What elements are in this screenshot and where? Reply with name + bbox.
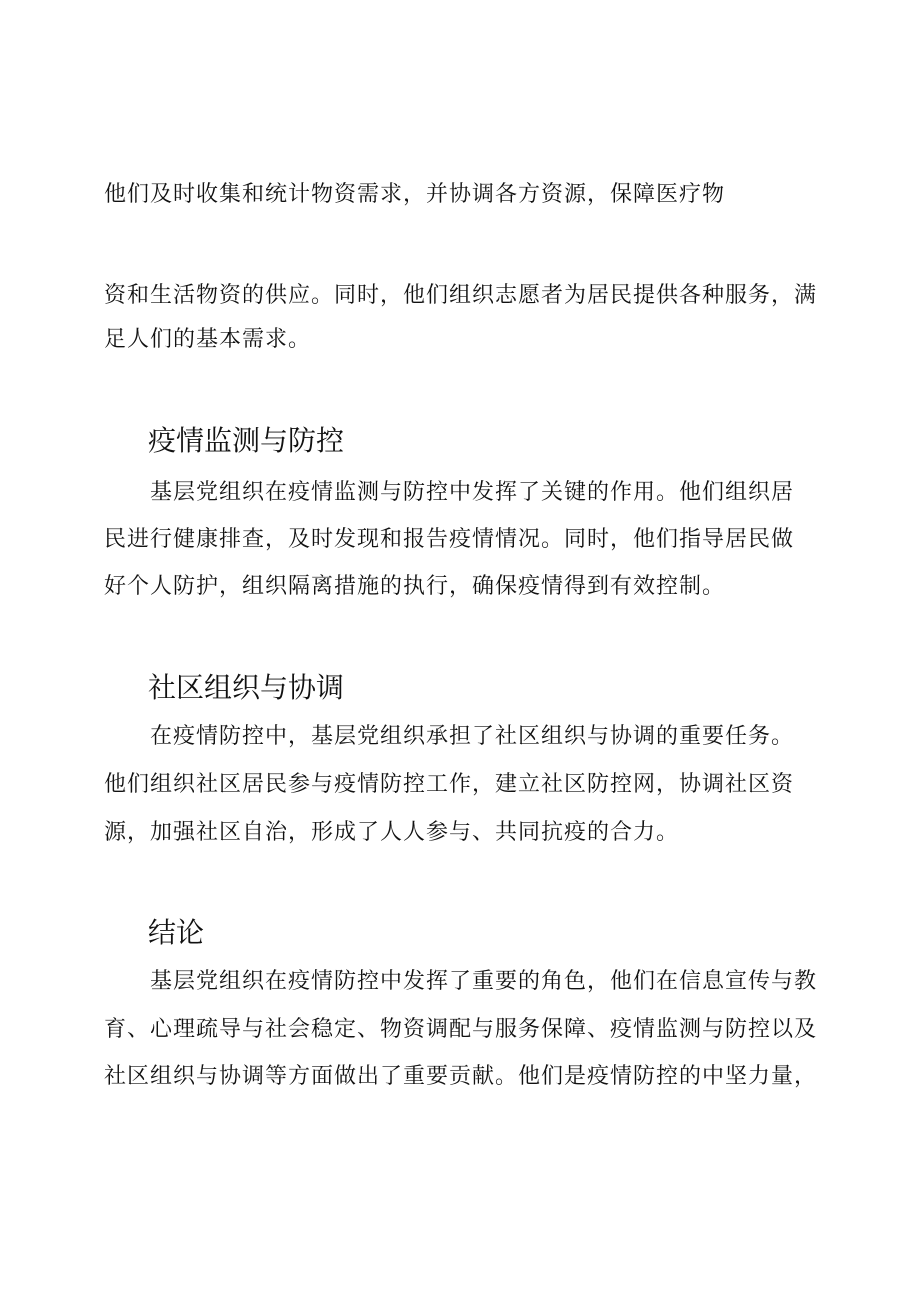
paragraph-line: 他们及时收集和统计物资需求，并协调各方资源，保障医疗物 xyxy=(104,182,726,207)
section-heading: 社区组织与协调 xyxy=(148,671,345,704)
paragraph-line: 资和生活物资的供应。同时，他们组织志愿者为居民提供各种服务，满 xyxy=(104,283,818,308)
paragraph-line: 基层党组织在疫情防控中发挥了重要的角色，他们在信息宣传与教 xyxy=(150,969,818,994)
paragraph-line: 足人们的基本需求。 xyxy=(104,327,312,352)
paragraph-line: 在疫情防控中，基层党组织承担了社区组织与协调的重要任务。 xyxy=(150,724,795,749)
paragraph-line: 源，加强社区自治，形成了人人参与、共同抗疫的合力。 xyxy=(104,820,680,845)
paragraph-line: 社区组织与协调等方面做出了重要贡献。他们是疫情防控的中坚力量， xyxy=(104,1064,818,1089)
section-heading: 疫情监测与防控 xyxy=(148,424,345,457)
paragraph-line: 好个人防护，组织隔离措施的执行，确保疫情得到有效控制。 xyxy=(104,574,726,599)
section-heading: 结论 xyxy=(148,916,205,949)
paragraph-line: 民进行健康排查，及时发现和报告疫情情况。同时，他们指导居民做 xyxy=(104,527,795,552)
paragraph-line: 他们组织社区居民参与疫情防控工作，建立社区防控网，协调社区资 xyxy=(104,772,795,797)
paragraph-line: 育、心理疏导与社会稳定、物资调配与服务保障、疫情监测与防控以及 xyxy=(104,1017,818,1042)
paragraph-line: 基层党组织在疫情监测与防控中发挥了关键的作用。他们组织居 xyxy=(150,480,795,505)
